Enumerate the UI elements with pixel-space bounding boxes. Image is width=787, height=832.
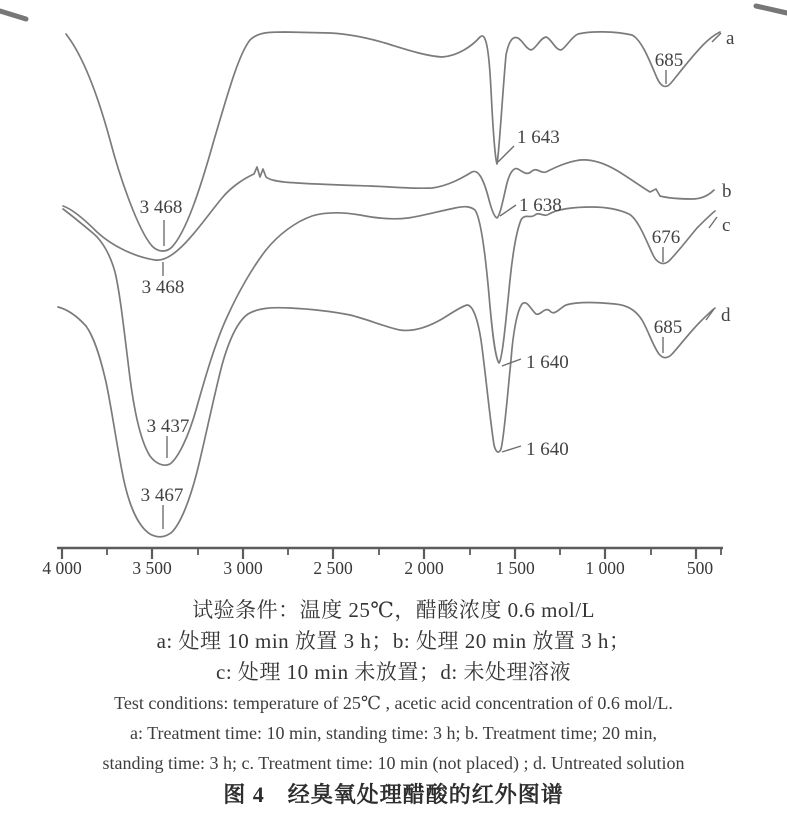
peak-label-mid-c: 1 640 <box>526 352 569 373</box>
tick-label-500: 500 <box>686 558 714 578</box>
curve-letter-a: a <box>726 28 735 49</box>
pointer-letter-c <box>709 217 717 228</box>
caption-cn-conditions: 试验条件：温度 25℃，醋酸浓度 0.6 mol/L <box>192 598 595 622</box>
caption-cn-cd: c: 处理 10 min 未放置；d: 未处理溶液 <box>216 660 571 684</box>
tick-label-1000: 1 000 <box>585 558 625 578</box>
tick-label-3000: 3 000 <box>223 558 263 578</box>
tick-label-2500: 2 500 <box>313 558 353 578</box>
curve-letter-c: c <box>722 215 731 236</box>
tick-label-2000: 2 000 <box>404 558 444 578</box>
tick-label-3500: 3 500 <box>132 558 172 578</box>
peak-label-mid-d: 1 640 <box>526 439 569 460</box>
peak-label-mid-b: 1 638 <box>519 195 562 216</box>
scan-artifact-top-left <box>0 11 26 19</box>
figure-captions <box>0 595 787 812</box>
caption-en-ab: a: Treatment time: 10 min, standing time: 3 h; b. Treatment time; 20 min, <box>130 723 657 743</box>
peak-label-far-d: 685 <box>653 317 683 338</box>
peak-label-far-a: 685 <box>654 50 684 71</box>
caption-en-cd: standing time: 3 h; c. Treatment time: 10 min (not placed) ; d. Untreated solution <box>102 753 685 773</box>
curve-letter-d: d <box>721 305 731 326</box>
peak-label-mid-a: 1 643 <box>517 127 560 148</box>
pointer-mid-a <box>498 146 514 162</box>
curve-letter-b: b <box>722 181 732 202</box>
scan-artifact-top-right <box>756 6 787 13</box>
tick-label-4000: 4 000 <box>42 558 82 578</box>
peak-label-oh-c: 3 437 <box>146 416 190 437</box>
peak-label-oh-d: 3 467 <box>140 485 184 506</box>
tick-label-1500: 1 500 <box>495 558 535 578</box>
peak-label-oh-b: 3 468 <box>141 277 185 298</box>
pointer-mid-d <box>502 446 521 452</box>
caption-cn-ab: a: 处理 10 min 放置 3 h；b: 处理 20 min 放置 3 h； <box>156 629 631 653</box>
peak-label-far-c: 676 <box>651 227 681 248</box>
caption-en-conditions: Test conditions: temperature of 25℃ , acetic acid concentration of 0.6 mol/L. <box>114 693 673 713</box>
pointer-mid-b <box>500 205 516 216</box>
figure-title: 图 4 经臭氧处理醋酸的红外图谱 <box>223 782 564 807</box>
peak-label-oh-a: 3 468 <box>139 197 183 218</box>
x-axis <box>42 548 723 578</box>
